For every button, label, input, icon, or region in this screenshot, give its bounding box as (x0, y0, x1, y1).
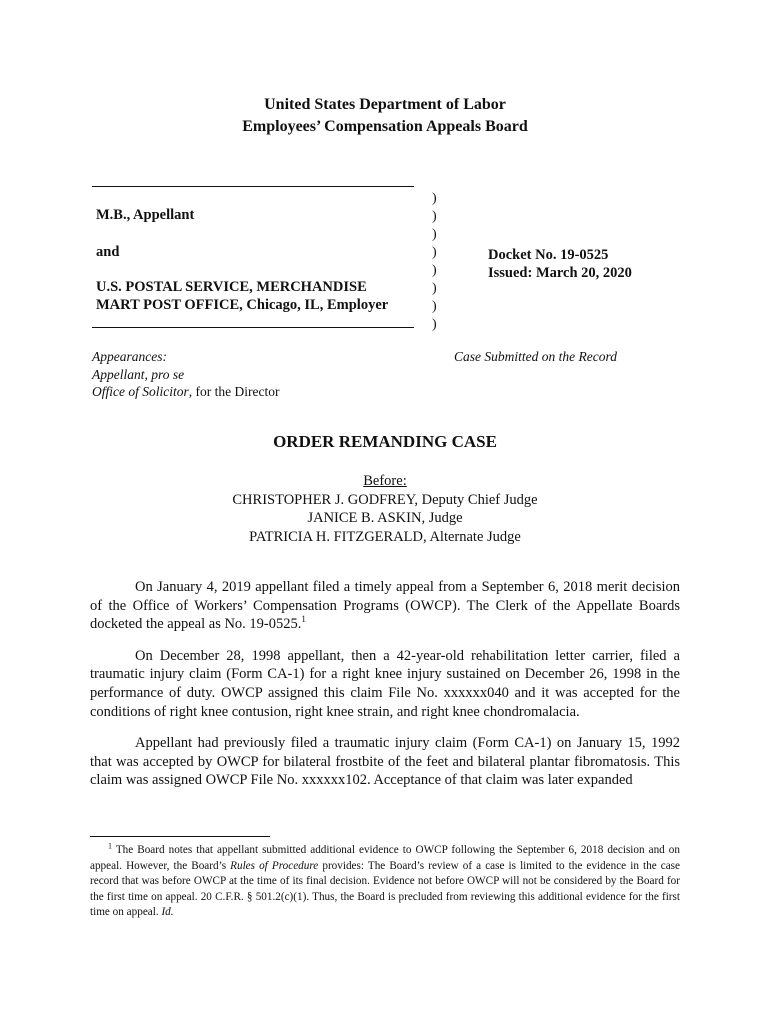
judge-panel (0, 472, 770, 546)
agency-name: United States Department of Labor (264, 96, 506, 113)
document-heading (0, 94, 770, 138)
paragraph-3: Appellant had previously filed a traumatic injury claim (Form CA-1) on January 15, 1992 that was accepted by OWCP for bilateral frostbite of the feet and bilateral plantar fibromatosis. This claim was assigned OWCP File No. xxxxxx102. Acceptance of that claim was later expanded (90, 735, 680, 789)
docket-number: Docket No. 19-0525 (488, 247, 609, 263)
employer-line-2: MART POST OFFICE, Chicago, IL, Employer (96, 297, 389, 313)
judge-2: JANICE B. ASKIN, Judge (307, 510, 463, 526)
caption-top-rule (92, 186, 414, 187)
order-title: ORDER REMANDING CASE (273, 432, 497, 451)
employer-line-1: U.S. POSTAL SERVICE, MERCHANDISE (96, 279, 367, 295)
footnote-separator (90, 836, 270, 837)
appellant-appearance: Appellant, pro se (92, 366, 185, 382)
footnote-1: $^1$ The Board notes that appellant submitted additional evidence to OWCP following the September 6, 2018 decision and on appeal. However, the Board’s Rules of Procedure provides: The Board’s review of a case is limited to the evidence in the case record that was before OWCP at the time of its final decision. Evidence not before OWCP will not be considered by the Board for the first time on appeal. 20 C.F.R. § 501.2(c)(1). Thus, the Board is precluded from reviewing this additional evidence for the first time on appeal. Id. (90, 841, 681, 919)
judge-1: CHRISTOPHER J. GODFREY, Deputy Chief Judge (232, 491, 538, 508)
order-body (90, 578, 680, 803)
case-caption (92, 186, 652, 336)
judge-3: PATRICIA H. FITZGERALD, Alternate Judge (249, 528, 521, 545)
paragraph-1: On January 4, 2019 appellant filed a timely appeal from a September 6, 2018 merit decision of the Office of Workers’ Compensation Programs (OWCP). The Clerk of the Appellate Boards docketed the appeal as No. 19-0525.$^1$ (90, 579, 680, 633)
docket-info (488, 246, 632, 282)
issued-date: Issued: March 20, 2020 (488, 265, 632, 281)
appellant-name: M.B., Appellant (96, 207, 195, 223)
caption-and: and (96, 244, 120, 260)
paragraph-2: On December 28, 1998 appellant, then a 42-year-old rehabilitation letter carrier, filed a traumatic injury claim (Form CA-1) for a right knee injury sustained on December 26, 1998 in the performance of duty. OWCP assigned this claim File No. xxxxxx040 and it was accepted for the conditions of right knee contusion, right knee strain, and right knee chondromalacia. (90, 647, 680, 720)
submission-note: Case Submitted on the Record (454, 349, 617, 364)
solicitor-appearance: Office of Solicitor, for the Director (92, 384, 280, 399)
appearances (92, 348, 279, 401)
caption-bottom-rule (92, 327, 414, 328)
footnote-ref-1[interactable]: 1 (301, 614, 306, 625)
caption-parentheses: ) ) ) ) ) ) ) ) (432, 191, 437, 332)
before-label: Before: (363, 473, 407, 489)
board-name: Employees’ Compensation Appeals Board (242, 118, 528, 135)
appearances-label: Appearances: (92, 349, 167, 364)
